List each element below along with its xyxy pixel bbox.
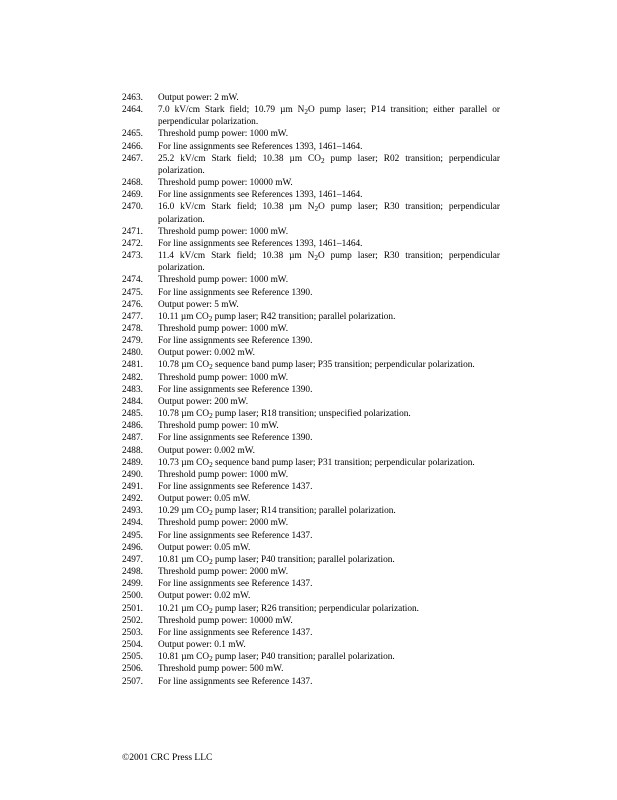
note-number: 2473. — [122, 251, 143, 262]
note-number: 2495. — [122, 530, 143, 541]
note-number: 2465. — [122, 129, 143, 140]
note-text — [158, 408, 500, 420]
subscript: 2 — [304, 107, 309, 116]
note-number: 2474. — [122, 275, 143, 286]
note-text-run: Threshold pump power: 2000 mW. — [158, 567, 289, 578]
note-text-run: Output power: 0.002 mW. — [158, 348, 256, 359]
note-item — [122, 128, 500, 140]
note-text-run: 10.78 µm CO — [158, 409, 210, 420]
note-number: 2498. — [122, 567, 143, 578]
note-text-run: Threshold pump power: 1000 mW. — [158, 226, 289, 237]
note-number: 2467. — [122, 153, 143, 164]
note-item — [122, 250, 500, 274]
note-text-run: pump laser; R18 transition; unspecified polarization. — [212, 409, 411, 420]
note-text — [158, 651, 500, 663]
note-number: 2497. — [122, 554, 143, 565]
note-text — [158, 445, 500, 457]
note-item — [122, 469, 500, 481]
subscript: 2 — [320, 156, 325, 165]
note-text-run: pump laser; R02 transition; perpendicular polarization. — [158, 153, 500, 176]
note-item — [122, 651, 500, 663]
note-item — [122, 420, 500, 432]
note-text-run: Threshold pump power: 2000 mW. — [158, 518, 289, 529]
subscript: 2 — [209, 606, 213, 615]
note-item — [122, 445, 500, 457]
note-item — [122, 627, 500, 639]
note-text — [158, 639, 500, 651]
note-number: 2503. — [122, 627, 143, 638]
note-number: 2468. — [122, 178, 143, 189]
note-number: 2484. — [122, 396, 143, 407]
note-item — [122, 481, 500, 493]
note-text — [158, 663, 500, 675]
note-text — [158, 603, 500, 615]
note-text — [158, 457, 500, 469]
note-text-run: Threshold pump power: 1000 mW. — [158, 372, 289, 383]
note-text — [158, 578, 500, 590]
note-text-run: sequence band pump laser; P31 transition; perpendicular polarization. — [212, 457, 475, 468]
note-text-run: Output power: 0.05 mW. — [158, 542, 251, 553]
note-item — [122, 141, 500, 153]
note-number: 2478. — [122, 323, 143, 334]
note-text-run: For line assignments see Reference 1390. — [158, 287, 313, 298]
note-text — [158, 542, 500, 554]
note-item — [122, 311, 500, 323]
notes-list — [122, 92, 500, 688]
note-item — [122, 505, 500, 517]
note-number: 2485. — [122, 409, 143, 420]
note-number: 2501. — [122, 603, 143, 614]
subscript: 2 — [209, 655, 213, 663]
note-item — [122, 663, 500, 675]
note-text — [158, 420, 500, 432]
note-number: 2491. — [122, 482, 143, 492]
note-item — [122, 335, 500, 347]
note-number: 2505. — [122, 652, 143, 663]
note-item — [122, 201, 500, 225]
note-text — [158, 153, 500, 177]
note-text — [158, 128, 500, 140]
note-number: 2487. — [122, 433, 143, 444]
note-text — [158, 432, 500, 444]
note-item — [122, 542, 500, 554]
subscript: 2 — [209, 411, 213, 420]
note-text-run: For line assignments see References 1393, 1461–1464. — [158, 141, 363, 152]
note-item — [122, 615, 500, 627]
note-text-run: 10.78 µm CO — [158, 360, 210, 371]
note-number: 2463. — [122, 93, 143, 103]
note-item — [122, 92, 500, 104]
note-text-run: 10.81 µm CO — [158, 554, 210, 565]
note-number: 2464. — [122, 105, 143, 116]
note-text — [158, 141, 500, 153]
note-number: 2492. — [122, 494, 143, 505]
note-text — [158, 311, 500, 323]
note-item — [122, 372, 500, 384]
note-item — [122, 566, 500, 578]
note-text-run: For line assignments see Reference 1390. — [158, 384, 313, 395]
note-item — [122, 530, 500, 542]
note-text — [158, 274, 500, 286]
note-text — [158, 615, 500, 627]
note-text-run: For line assignments see References 1393, 1461–1464. — [158, 190, 363, 201]
note-text — [158, 347, 500, 359]
note-text — [158, 676, 500, 688]
note-item — [122, 396, 500, 408]
note-item — [122, 226, 500, 238]
note-item — [122, 408, 500, 420]
note-number: 2486. — [122, 421, 143, 432]
note-text-run: pump laser; P40 transition; parallel polarization. — [212, 554, 395, 565]
note-number: 2470. — [122, 202, 143, 213]
note-text-run: pump laser; R14 transition; parallel polarization. — [212, 506, 396, 517]
note-item — [122, 578, 500, 590]
note-item — [122, 323, 500, 335]
subscript: 2 — [209, 363, 213, 372]
note-text — [158, 481, 500, 493]
note-text — [158, 359, 500, 371]
subscript: 2 — [208, 314, 213, 323]
note-number: 2490. — [122, 469, 143, 480]
note-text — [158, 92, 500, 104]
note-text-run: Output power: 0.02 mW. — [158, 591, 251, 602]
note-text — [158, 372, 500, 384]
note-number: 2475. — [122, 287, 143, 298]
note-item — [122, 153, 500, 177]
note-text-run: 10.81 µm CO — [158, 652, 210, 663]
note-text-run: 16.0 kV/cm Stark field; 10.38 µm N — [158, 202, 315, 213]
note-text-run: Output power: 2 mW. — [158, 93, 239, 103]
note-number: 2472. — [122, 238, 143, 249]
note-item — [122, 238, 500, 250]
note-text-run: 10.73 µm CO — [158, 457, 210, 468]
note-text-run: pump laser; P40 transition; parallel polarization. — [212, 652, 395, 663]
note-text — [158, 590, 500, 602]
note-text — [158, 287, 500, 299]
note-text-run: O pump laser; P14 transition; either parallel or perpendicular polarization. — [158, 105, 500, 128]
note-number: 2494. — [122, 518, 143, 529]
note-text-run: For line assignments see Reference 1437. — [158, 676, 313, 687]
note-item — [122, 359, 500, 371]
note-item — [122, 287, 500, 299]
note-text — [158, 517, 500, 529]
subscript: 2 — [209, 460, 213, 469]
note-number: 2496. — [122, 542, 143, 553]
note-text-run: For line assignments see Reference 1390. — [158, 433, 313, 444]
note-number: 2476. — [122, 299, 143, 310]
note-number: 2483. — [122, 384, 143, 395]
note-text — [158, 554, 500, 566]
note-text-run: pump laser; R42 transition; parallel polarization. — [212, 311, 396, 322]
note-text-run: Output power: 200 mW. — [158, 396, 249, 407]
note-text-run: For line assignments see Reference 1437. — [158, 627, 313, 638]
note-item — [122, 493, 500, 505]
note-text — [158, 104, 500, 128]
note-number: 2481. — [122, 360, 143, 371]
note-text-run: 10.29 µm CO — [158, 506, 210, 517]
note-text — [158, 493, 500, 505]
note-text — [158, 384, 500, 396]
note-number: 2469. — [122, 190, 143, 201]
note-text-run: Threshold pump power: 10000 mW. — [158, 615, 293, 626]
note-text-run: 7.0 kV/cm Stark field; 10.79 µm N — [158, 105, 305, 116]
note-item — [122, 177, 500, 189]
note-text-run: Output power: 0.002 mW. — [158, 445, 256, 456]
note-text-run: For line assignments see References 1393, 1461–1464. — [158, 238, 363, 249]
note-text-run: Output power: 0.1 mW. — [158, 640, 246, 651]
note-text — [158, 505, 500, 517]
note-number: 2489. — [122, 457, 143, 468]
note-text-run: Threshold pump power: 1000 mW. — [158, 129, 289, 140]
note-text-run: Output power: 0.05 mW. — [158, 494, 251, 505]
note-item — [122, 384, 500, 396]
note-item — [122, 676, 500, 688]
note-number: 2479. — [122, 336, 143, 347]
note-text — [158, 299, 500, 311]
note-item — [122, 603, 500, 615]
note-text-run: sequence band pump laser; P35 transition; perpendicular polarization. — [212, 360, 475, 371]
subscript: 2 — [209, 509, 213, 518]
note-item — [122, 432, 500, 444]
note-text-run: Threshold pump power: 1000 mW. — [158, 469, 289, 480]
note-text-run: Output power: 5 mW. — [158, 299, 239, 310]
note-text-run: pump laser; R26 transition; perpendicular polarization. — [212, 603, 419, 614]
note-item — [122, 517, 500, 529]
note-text-run: Threshold pump power: 10 mW. — [158, 421, 279, 432]
note-text — [158, 530, 500, 542]
note-text — [158, 189, 500, 201]
note-text-run: 10.11 µm CO — [158, 311, 209, 322]
note-text-run: For line assignments see Reference 1437. — [158, 530, 313, 541]
note-text-run: 25.2 kV/cm Stark field; 10.38 µm CO — [158, 153, 321, 164]
note-item — [122, 347, 500, 359]
note-text — [158, 250, 500, 274]
note-text-run: O pump laser; R30 transition; perpendicular polarization. — [158, 251, 500, 274]
note-text-run: For line assignments see Reference 1437. — [158, 482, 313, 492]
subscript: 2 — [314, 253, 318, 262]
note-number: 2471. — [122, 226, 143, 237]
note-text-run: 11.4 kV/cm Stark field; 10.38 µm N — [158, 251, 315, 262]
note-number: 2493. — [122, 506, 143, 517]
note-text — [158, 226, 500, 238]
note-text-run: 10.21 µm CO — [158, 603, 210, 614]
note-item — [122, 104, 500, 128]
note-text — [158, 177, 500, 189]
note-number: 2506. — [122, 664, 143, 675]
note-item — [122, 590, 500, 602]
note-number: 2488. — [122, 445, 143, 456]
note-item — [122, 189, 500, 201]
note-text — [158, 335, 500, 347]
note-text-run: Threshold pump power: 500 mW. — [158, 664, 284, 675]
note-text-run: For line assignments see Reference 1437. — [158, 579, 313, 590]
note-item — [122, 299, 500, 311]
subscript: 2 — [209, 557, 213, 566]
note-text — [158, 238, 500, 250]
note-text-run: Threshold pump power: 1000 mW. — [158, 275, 289, 286]
note-number: 2502. — [122, 615, 143, 626]
note-number: 2507. — [122, 676, 143, 687]
note-text — [158, 627, 500, 639]
note-number: 2466. — [122, 141, 143, 152]
note-text-run: Threshold pump power: 10000 mW. — [158, 178, 293, 189]
note-text — [158, 201, 500, 225]
note-number: 2500. — [122, 591, 143, 602]
note-number: 2477. — [122, 311, 143, 322]
note-number: 2480. — [122, 348, 143, 359]
note-number: 2482. — [122, 372, 143, 383]
note-number: 2499. — [122, 579, 143, 590]
note-text-run: For line assignments see Reference 1390. — [158, 336, 313, 347]
note-text — [158, 469, 500, 481]
note-item — [122, 274, 500, 286]
copyright-footer: ©2001 CRC Press LLC — [122, 753, 213, 763]
subscript: 2 — [314, 205, 319, 214]
note-text — [158, 396, 500, 408]
note-text — [158, 566, 500, 578]
note-text — [158, 323, 500, 335]
note-text-run: O pump laser; R30 transition; perpendicular polarization. — [158, 202, 500, 225]
note-item — [122, 639, 500, 651]
note-text-run: Threshold pump power: 1000 mW. — [158, 323, 289, 334]
note-item — [122, 554, 500, 566]
note-number: 2504. — [122, 640, 143, 651]
note-item — [122, 457, 500, 469]
